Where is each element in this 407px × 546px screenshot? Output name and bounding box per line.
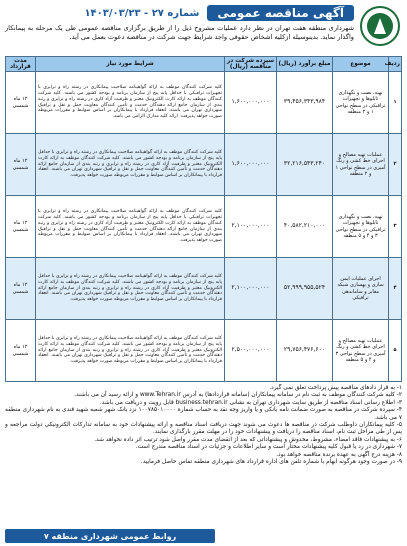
header-estimate: مبلغ برآورد (ریال) xyxy=(277,57,333,72)
note-item: ۲- کلیه شرکت کنندگان موظف به ثبت نام در سامانه پیمانکاران (سامانه قراردادها) به آدرس www.Tehran.ir و ارائه رسید آن می باشند. xyxy=(74,392,402,399)
row-deposit: ۲,۱۰۰,۰۰۰,۰۰۰ xyxy=(225,258,277,320)
row-estimate: ۴۰,۵۸۲,۲۱۰,۰۰۰ xyxy=(277,196,333,258)
note-item: ۳- اطلاع رسانی اسناد مناقصه از طریق سایت شهرداری تهران به نشانی business.tehran.ir قابل رویت و دریافت می باشد. xyxy=(99,399,402,406)
notice-notes xyxy=(5,385,402,466)
table-row xyxy=(6,258,402,320)
row-number: ۳ xyxy=(389,196,402,258)
row-subject: عملیات تهیه مصالح و اجرای خط کشی و رنگ آمیزی در سطح نواحی ۳ و ۴ و ۵ منطقه xyxy=(333,320,389,382)
row-deposit: ۱,۶۰۰,۰۰۰,۰۰۰ xyxy=(225,72,277,134)
note-item: ۵- کلیه پیمانکاران داوطلب شرکت در مناقصه ها دعوت می شوند جهت دریافت اسناد مناقصه و ارائه پیشنهادات خود به سامانه تدارکات الکترونیکی دولت مراجعه و پس از طی مراحل ثبت نام، اسناد مناقصه را دریافت و پیشنهادات خود را در مهلت مقرر بارگذاری نمایند. xyxy=(5,422,402,436)
row-estimate: ۳۹,۴۵۶,۳۴۳,۹۸۴ xyxy=(277,72,333,134)
row-subject: اجرای عملیات ایمن سازی و بهسازی شبکه معابر و ساماندهی ترافیکی xyxy=(333,258,389,320)
row-duration: ۱۲ ماه شمسی xyxy=(6,258,36,320)
public-relations-band: روابط عمومی شهرداری منطقه ۷ xyxy=(5,529,215,543)
notice-header xyxy=(5,4,402,54)
table-row xyxy=(6,196,402,258)
row-conditions: کلیه شرکت کنندگان موظف به ارائه گواهینامه صلاحیت پیمانکاری در رشته راه و ترابری با حداقل پایه پنج از سازمان برنامه و بودجه کشور می باشند. کلیه شرکت کنندگان موظف به ارائه کارت الکترونیک معتبر و ظرفیت آزاد کاری در رشته راه و ترابری و رتبه بندی از سازمان جامع ارائه دهندگان خدمت و تأمین کنندگان معاونت حمل و نقل و ترافیک شهرداری تهران می باشند. انعقاد قرارداد با پیمانکاران بر اساس ضوابط و مقررات مربوطه صورت خواهد پذیرفت. xyxy=(36,134,225,196)
notice-title: آگهی مناقصه عمومی xyxy=(207,5,354,21)
row-subject: تهیه، نصب و نگهداری تابلوها و تجهیزات ترافیکی در سطح نواحی ۱ و ۲ منطقه xyxy=(333,72,389,134)
table-header-row xyxy=(6,57,402,72)
row-estimate: ۲۹,۷۵۶,۴۷۶,۶۰۰ xyxy=(277,320,333,382)
row-estimate: ۳۲,۲۱۶,۵۴۳,۲۴۰ xyxy=(277,134,333,196)
notice-number: شماره ۲۷ - ۱۴۰۳/۰۳/۲۳ xyxy=(84,7,200,19)
header-row-number: ردیف xyxy=(389,57,402,72)
row-duration: ۱۲ ماه شمسی xyxy=(6,134,36,196)
note-item: ۷- شهرداری در رد یا قبول کلیه پیشنهادات مختار است و سایر اطلاعات و جزئیات در اسناد مناقصه مندرج است. xyxy=(135,444,402,451)
row-number: ۲ xyxy=(389,134,402,196)
header-conditions: شرایط مورد نیاز xyxy=(36,57,225,72)
note-item: ۴- سپرده شرکت در مناقصه به صورت ضمانت نامه بانکی و یا واریز وجه نقد به حساب شماره ۱۰۰۷۸۵۰۱۰۰۰۰ نزد بانک شهر شعبه شهید قندی به نام شهرداری منطقه ۷ می باشد. xyxy=(5,407,402,421)
note-item: ۶- به پیشنهادات فاقد امضاء، مشروط، مخدوش و پیشنهاداتی که بعد از انقضای مدت مقرر واصل شود ترتیب اثر داده نخواهد شد. xyxy=(94,436,402,443)
municipality-logo-icon xyxy=(360,6,400,46)
row-number: ۴ xyxy=(389,258,402,320)
row-estimate: ۵۲,۹۹۹,۹۵۵,۵۲۴ xyxy=(277,258,333,320)
table-row xyxy=(6,72,402,134)
header-duration: مدت قرارداد xyxy=(6,57,36,72)
note-item: ۸- هزینه درج آگهی به عهده برنده مناقصه خواهد بود. xyxy=(276,451,402,458)
row-subject: تهیه، نصب و نگهداری تابلوها و تجهیزات ترافیکی در سطح نواحی ۳ و ۴ و ۵ منطقه xyxy=(333,196,389,258)
note-item: ۹- در صورت وجود هرگونه ابهام با شماره تلفن های اداره قرارداد های شهرداری منطقه تماس حاصل فرمایید. xyxy=(140,459,402,466)
note-item: ۱- به قرار دادهای مناقصه پیش پرداخت تعلق نمی گیرد. xyxy=(269,385,402,391)
row-conditions: کلیه شرکت کنندگان موظف به ارائه گواهینامه صلاحیت پیمانکاری در رشته راه و ترابری با حداقل پایه پنج از سازمان برنامه و بودجه کشور می باشند. کلیه شرکت کنندگان موظف به ارائه کارت الکترونیک معتبر و ظرفیت آزاد کاری در رشته راه و ترابری و رتبه بندی از سازمان جامع ارائه دهندگان خدمت و تأمین کنندگان معاونت حمل و نقل و ترافیک شهرداری تهران می باشند. انعقاد قرارداد با پیمانکاران بر اساس ضوابط و مقررات مربوطه صورت خواهد پذیرفت. xyxy=(36,258,225,320)
row-deposit: ۱,۶۰۰,۰۰۰,۰۰۰ xyxy=(225,134,277,196)
row-duration: ۱۲ ماه شمسی xyxy=(6,72,36,134)
row-conditions: کلیه شرکت کنندگان موظف به ارائه گواهینامه صلاحیت پیمانکاری در رشته راه و ترابری با تجهیزات ترافیکی با حداقل پایه پنج از سازمان برنامه و بودجه کشور می باشند. کلیه شرکت کنندگان موظف به ارائه کارت الکترونیک معتبر و ظرفیت آزاد کاری در رشته راه و ترابری و رتبه بندی از سازمان جامع ارائه دهندگان خدمت و تأمین کنندگان معاونت حمل و نقل و ترافیک شهرداری تهران می باشند. انعقاد قرارداد با پیمانکاران بر اساس ضوابط و مقررات مربوطه صورت خواهد پذیرفت. xyxy=(36,196,225,258)
header-subject: موضوع xyxy=(333,57,389,72)
row-deposit: ۲,۵۰۰,۰۰۰,۰۰۰ xyxy=(225,320,277,382)
notice-intro: شهرداری منطقه هفت تهران در نظر دارد عملیات مشروح ذیل را از طریق برگزاری مناقصه عمومی طی یک مرحله به پیمانکار واگذار نماید. بدینوسیله ازکلیه اشخاص حقوقی واجد شرایط جهت شرکت در مناقصه دعوت بعمل می آید. xyxy=(5,24,354,41)
row-duration: ۱۲ ماه شمسی xyxy=(6,196,36,258)
notice-footer xyxy=(5,527,402,543)
row-deposit: ۲,۱۰۰,۰۰۰,۰۰۰ xyxy=(225,196,277,258)
table-row xyxy=(6,134,402,196)
row-duration: ۱۲ ماه شمسی xyxy=(6,320,36,382)
row-subject: عملیات تهیه مصالح و اجرای خط کشی و رنگ آمیزی در سطح نواحی ۱ و ۲ منطقه xyxy=(333,134,389,196)
title-row xyxy=(5,4,354,22)
row-conditions: کلیه شرکت کنندگان موظف به ارائه گواهینامه صلاحیت پیمانکاری در رشته راه و ترابری با تجهیزات ترافیکی با حداقل پایه پنج از سازمان برنامه و بودجه کشور می باشند. کلیه شرکت کنندگان موظف به ارائه کارت الکترونیک معتبر و ظرفیت آزاد کاری در رشته راه و ترابری و رتبه بندی از سازمان جامع ارائه دهندگان خدمت و تأمین کنندگان معاونت حمل و نقل و ترافیک شهرداری تهران می باشند. انعقاد قرارداد با پیمانکاران بر اساس ضوابط و مقررات مربوطه صورت خواهد پذیرفت. ارائه کلیه مدارک الزامی می باشد. xyxy=(36,72,225,134)
table-row xyxy=(6,320,402,382)
tenders-table xyxy=(5,56,402,382)
row-number: ۵ xyxy=(389,320,402,382)
row-conditions: کلیه شرکت کنندگان موظف به ارائه گواهینامه صلاحیت پیمانکاری در رشته راه و ترابری با حداقل پایه پنج از سازمان برنامه و بودجه کشور می باشند. کلیه شرکت کنندگان موظف به ارائه کارت الکترونیک معتبر و ظرفیت آزاد کاری در رشته راه و ترابری و رتبه بندی از سازمان جامع ارائه دهندگان خدمت و تأمین کنندگان معاونت حمل و نقل و ترافیک شهرداری تهران می باشند. انعقاد قرارداد با پیمانکاران بر اساس ضوابط و مقررات مربوطه صورت خواهد پذیرفت. xyxy=(36,320,225,382)
header-deposit: سپرده شرکت در مناقصه (ریال) xyxy=(225,57,277,72)
row-number: ۱ xyxy=(389,72,402,134)
